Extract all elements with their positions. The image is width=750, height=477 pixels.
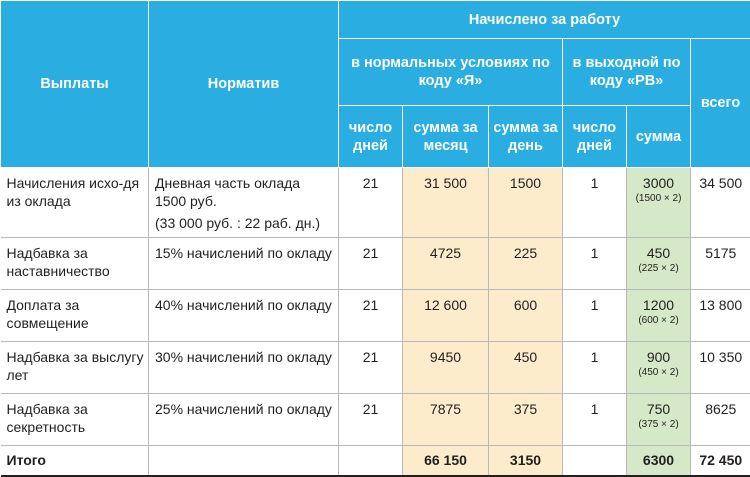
norm-cell: 40% начислений по окладу xyxy=(149,290,339,342)
header-sum-rv: сумма xyxy=(627,106,691,168)
day-sum-cell: 600 xyxy=(489,290,563,342)
total-cell: 8625 xyxy=(691,394,750,446)
totals-total: 72 450 xyxy=(691,446,750,476)
rv-sum-cell xyxy=(627,238,691,290)
rv-days-cell: 1 xyxy=(563,238,627,290)
rv-days-cell: 1 xyxy=(563,168,627,238)
header-dayoff: в выходной по коду «РВ» xyxy=(563,39,691,106)
rv-sum-value: 450 xyxy=(646,245,671,261)
day-sum-cell: 1500 xyxy=(489,168,563,238)
total-cell: 10 350 xyxy=(691,342,750,394)
totals-label: Итого xyxy=(1,446,149,476)
totals-empty-rv-days xyxy=(563,446,627,476)
days-cell: 21 xyxy=(339,342,403,394)
norm-cell: 30% начислений по окладу xyxy=(149,342,339,394)
header-accrued: Начислено за работу xyxy=(339,1,750,39)
totals-month-sum: 66 150 xyxy=(403,446,489,476)
payment-cell: Надбавка за секретность xyxy=(1,394,149,446)
table-row xyxy=(1,290,750,342)
rv-sum-note: (1500 × 2) xyxy=(635,193,682,204)
header-norm: Норматив xyxy=(149,1,339,168)
total-cell: 5175 xyxy=(691,238,750,290)
table-row xyxy=(1,238,750,290)
days-cell: 21 xyxy=(339,238,403,290)
rv-sum-note: (450 × 2) xyxy=(638,367,679,378)
header-day-sum: сумма за день xyxy=(489,106,563,168)
month-sum-cell: 7875 xyxy=(403,394,489,446)
day-sum-cell: 225 xyxy=(489,238,563,290)
rv-sum-cell xyxy=(627,168,691,238)
rv-sum-value: 3000 xyxy=(642,175,675,191)
rv-sum-cell xyxy=(627,290,691,342)
header-days-count: число дней xyxy=(339,106,403,168)
rv-sum-note: (600 × 2) xyxy=(638,315,679,326)
norm-cell: 15% начислений по окладу xyxy=(149,238,339,290)
table-row xyxy=(1,342,750,394)
norm-text: Дневная часть оклада 1500 руб. xyxy=(155,175,301,209)
totals-day-sum: 3150 xyxy=(489,446,563,476)
rv-sum-value: 1200 xyxy=(642,297,675,313)
rv-sum-value: 750 xyxy=(646,401,671,417)
total-cell: 34 500 xyxy=(691,168,750,238)
total-cell: 13 800 xyxy=(691,290,750,342)
payment-cell: Начисления исхо-дя из оклада xyxy=(1,168,149,238)
header-days-count-rv: число дней xyxy=(563,106,627,168)
rv-days-cell: 1 xyxy=(563,342,627,394)
header-payments: Выплаты xyxy=(1,1,149,168)
month-sum-cell: 9450 xyxy=(403,342,489,394)
month-sum-cell: 4725 xyxy=(403,238,489,290)
day-sum-cell: 450 xyxy=(489,342,563,394)
month-sum-cell: 31 500 xyxy=(403,168,489,238)
rv-sum-note: (375 × 2) xyxy=(638,419,679,430)
payment-cell: Надбавка за выслугу лет xyxy=(1,342,149,394)
payment-cell: Доплата за совмещение xyxy=(1,290,149,342)
rv-days-cell: 1 xyxy=(563,394,627,446)
table-row xyxy=(1,394,750,446)
totals-rv-sum: 6300 xyxy=(627,446,691,476)
rv-days-cell: 1 xyxy=(563,290,627,342)
norm-cell xyxy=(149,168,339,238)
days-cell: 21 xyxy=(339,290,403,342)
rv-sum-note: (225 × 2) xyxy=(638,263,679,274)
header-month-sum: сумма за месяц xyxy=(403,106,489,168)
rv-sum-value: 900 xyxy=(646,349,671,365)
rv-sum-cell xyxy=(627,394,691,446)
day-sum-cell: 375 xyxy=(489,394,563,446)
header-normal-conditions: в нормальных условиях по коду «Я» xyxy=(339,39,563,106)
header-total: всего xyxy=(691,39,750,168)
totals-empty-days xyxy=(339,446,403,476)
payment-cell: Надбавка за наставничество xyxy=(1,238,149,290)
table-row xyxy=(1,168,750,238)
totals-row xyxy=(1,446,750,476)
rv-sum-cell xyxy=(627,342,691,394)
norm-cell: 25% начислений по окладу xyxy=(149,394,339,446)
totals-empty-norm xyxy=(149,446,339,476)
days-cell: 21 xyxy=(339,168,403,238)
month-sum-cell: 12 600 xyxy=(403,290,489,342)
norm-note: (33 000 руб. : 22 раб. дн.) xyxy=(155,215,321,231)
days-cell: 21 xyxy=(339,394,403,446)
